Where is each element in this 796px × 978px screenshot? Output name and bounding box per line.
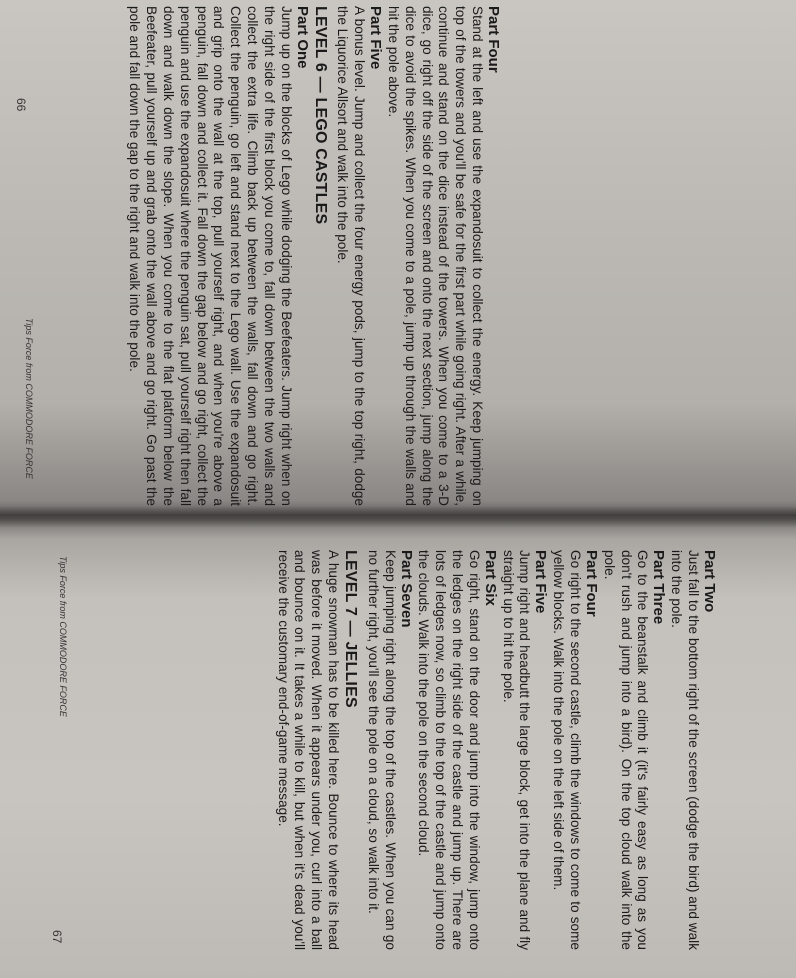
page-number-right: 67 (50, 930, 64, 944)
section-heading: Part Five (532, 550, 550, 614)
page-number-left: 66 (14, 98, 28, 112)
section-heading: Part Three (650, 550, 668, 625)
section-heading: Part One (293, 6, 311, 69)
section-text: Go right, stand on the door and jump into the window, jump onto the ledges on the right side of the castle and jump up. There are lots of ledges now, so climb to the top of the castle and jump onto the clouds. Walk into the pole on the second cloud. (416, 550, 482, 950)
level-heading: LEVEL 7 — JELLIES (342, 550, 360, 708)
page-footer-left: Tips Force from COMMODORE FORCE (24, 318, 34, 479)
left-page-text (72, 6, 502, 506)
section-text: Jump up on the blocks of Lego while dodging the Beefeaters. Jump right when on the right side of the first block you come to, fall down between the two walls and collect the extra life. Climb back up between the walls, fall down and go right. Collect the penguin, go left and stand next to the Lego wall. Use the expandosuit and grip onto the wall at the top, pull yourself right, and when you're above a penguin, fall down and collect it. Fall down the gap below and go right, collect the penguin and use the expandosuit where the penguin sat, pull yourself right then fall down and walk down the slope. When you come to the flat platform below the Beefeater, pull yourself up and grab onto the wall above and go right. Go past the pole and fall down the gap to the right and walk into the pole. (127, 6, 294, 506)
section-heading: Part Seven (397, 550, 415, 628)
section-text: Jump right and headbutt the large block, get into the plane and fly straight up to hit the pole. (500, 550, 533, 950)
section-text: A bonus level. Jump and collect the four energy pods, jump to the top right, dodge the Liquorice Allsort and walk into the pole. (335, 6, 368, 506)
section-heading: Part Four (485, 6, 502, 73)
section-text: A huge snowman has to be killed here. Bounce to where its head was before it moved. When it appears under you, curl into a ball and bounce on it. It takes a while to kill, but when it's dead you'll receive the customary end-of-game message. (275, 550, 342, 950)
section-text: Keep jumping right along the top of the castles. When you can go no further right, you'll see the pole on a cloud, so walk into it. (365, 550, 398, 950)
page-footer-right: Tips Force from COMMODORE FORCE (58, 556, 68, 717)
section-heading: Part Five (367, 6, 385, 70)
section-heading: Part Four (583, 550, 601, 617)
section-text: Stand at the left and use the expandosuit to collect the energy. Keep jumping on top of the towers and you'll be safe for the first part while going right. After a while, continue and stand on the dice instead of the towers. When you come to a 3-D dice, go right off the side of the screen and onto the next section, jump along the dice to avoid the spikes. When you come to a pole, jump up through the walls and hit the pole above. (386, 6, 485, 506)
section-heading: Part Two (701, 550, 718, 613)
section-text: Just fall to the bottom right of the screen (dodge the bird) and walk into the pole. (669, 550, 701, 950)
right-page-text (68, 550, 718, 950)
section-text: Go to the beanstalk and climb it (it's fairly easy as long as you don't rush and jump into a bird). On the top cloud walk into the pole. (601, 550, 651, 950)
section-text: Go right to the second castle, climb the windows to come to some yellow blocks. Walk into the pole on the left side of them. (551, 550, 584, 950)
level-heading: LEVEL 6 — LEGO CASTLES (311, 6, 329, 225)
section-heading: Part Six (481, 550, 499, 606)
